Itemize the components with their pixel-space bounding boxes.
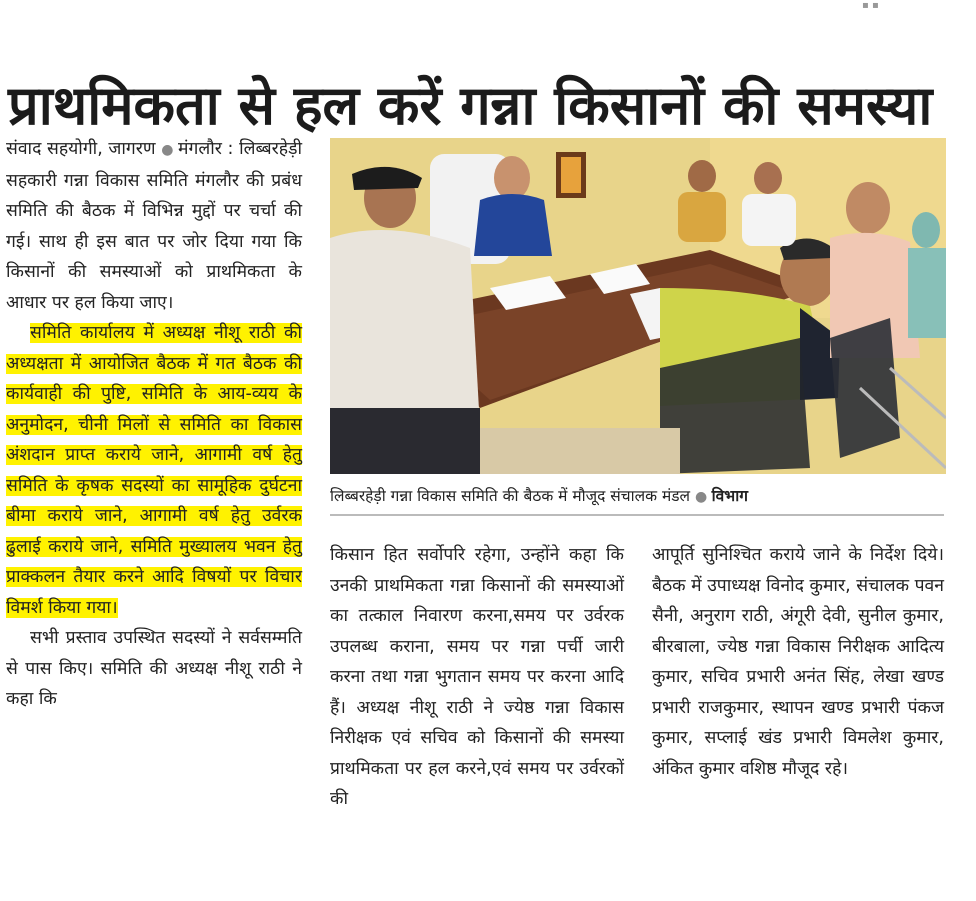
article-column-2 bbox=[330, 540, 624, 815]
paragraph-3-wrap bbox=[6, 623, 302, 715]
article-column-1 bbox=[6, 134, 302, 715]
highlighted-paragraph: समिति कार्यालय में अध्यक्ष नीशू राठी की अध्यक्षता में आयोजित बैठक में गत बैठक की कार्यवाही की पुष्टि, समिति के आय-व्यय के अनुमोदन, चीनी मिलों से समिति का विकास अंशदान प्राप्त कराये जाने, आगामी वर्ष हेतु समिति के कृषक सदस्यों का सामूहिक दुर्घटना बीमा कराये जाने, आगामी वर्ष हेतु उर्वरक ढुलाई कराये जाने, समिति मुख्यालय भवन हेतु प्राक्कलन तैयार करने आदि विषयों पर विचार विमर्श किया गया। bbox=[6, 323, 302, 618]
headline: प्राथमिकता से हल करें गन्ना किसानों की समस्या bbox=[8, 74, 933, 138]
photo-credit: विभाग bbox=[711, 487, 748, 505]
paragraph-4: किसान हित सर्वोपरि रहेगा, उन्होंने कहा कि उनकी प्राथमिकता गन्ना किसानों की समस्याओं का तत्काल निवारण करना,समय पर उर्वरक उपलब्ध कराना, समय पर गन्ना पर्ची जारी करना तथा गन्ना भुगतान समय पर करना आदि हैं। अध्यक्ष नीशू राठी ने ज्येष्ठ गन्ना विकास निरीक्षक एवं सचिव को किसानों की समस्या प्राथमिकता पर हल करने,एवं समय पर उर्वरकों की bbox=[330, 545, 624, 809]
byline-location: मंगलौर : bbox=[178, 139, 234, 159]
corner-mark: ▪ ▪ bbox=[862, 0, 879, 11]
byline-reporter: संवाद सहयोगी, जागरण bbox=[6, 139, 156, 159]
caption-divider bbox=[330, 514, 944, 516]
photo-caption bbox=[330, 483, 946, 510]
meeting-photo-illustration bbox=[330, 138, 946, 474]
paragraph-5: आपूर्ति सुनिश्चित कराये जाने के निर्देश दिये। बैठक में उपाध्यक्ष विनोद कुमार, संचालक पवन सैनी, अनुराग राठी, अंगूरी देवी, सुनील कुमार, बीरबाला, ज्येष्ठ गन्ना विकास निरीक्षक आदित्य कुमार, सचिव प्रभारी अनंत सिंह, लेखा खण्ड प्रभारी राजकुमार, स्थापन खण्ड प्रभारी पंकज कुमार, सप्लाई खंड प्रभारी विमलेश कुमार, अंकित कुमार वशिष्ठ मौजूद रहे। bbox=[652, 545, 944, 779]
caption-text: लिब्बरहेड़ी गन्ना विकास समिति की बैठक में मौजूद संचालक मंडल bbox=[330, 487, 691, 505]
paragraph-intro bbox=[6, 134, 302, 318]
paragraph-1: लिब्बरहेड़ी सहकारी गन्ना विकास समिति मंगलौर की प्रबंध समिति की बैठक में विभिन्न मुद्दों पर चर्चा की गई। साथ ही इस बात पर जोर दिया गया कि किसानों की समस्याओं को प्राथमिकता के आधार पर हल किया जाए। bbox=[6, 139, 302, 313]
article-column-3 bbox=[652, 540, 944, 784]
meeting-photo bbox=[330, 138, 946, 474]
bullet-dot-icon: ● bbox=[161, 142, 179, 158]
paragraph-3: सभी प्रस्ताव उपस्थित सदस्यों ने सर्वसम्मति से पास किए। समिति की अध्यक्ष नीशू राठी ने कहा कि bbox=[6, 628, 302, 709]
caption-dot-icon: ● bbox=[695, 489, 712, 505]
paragraph-2-wrap bbox=[6, 318, 302, 623]
